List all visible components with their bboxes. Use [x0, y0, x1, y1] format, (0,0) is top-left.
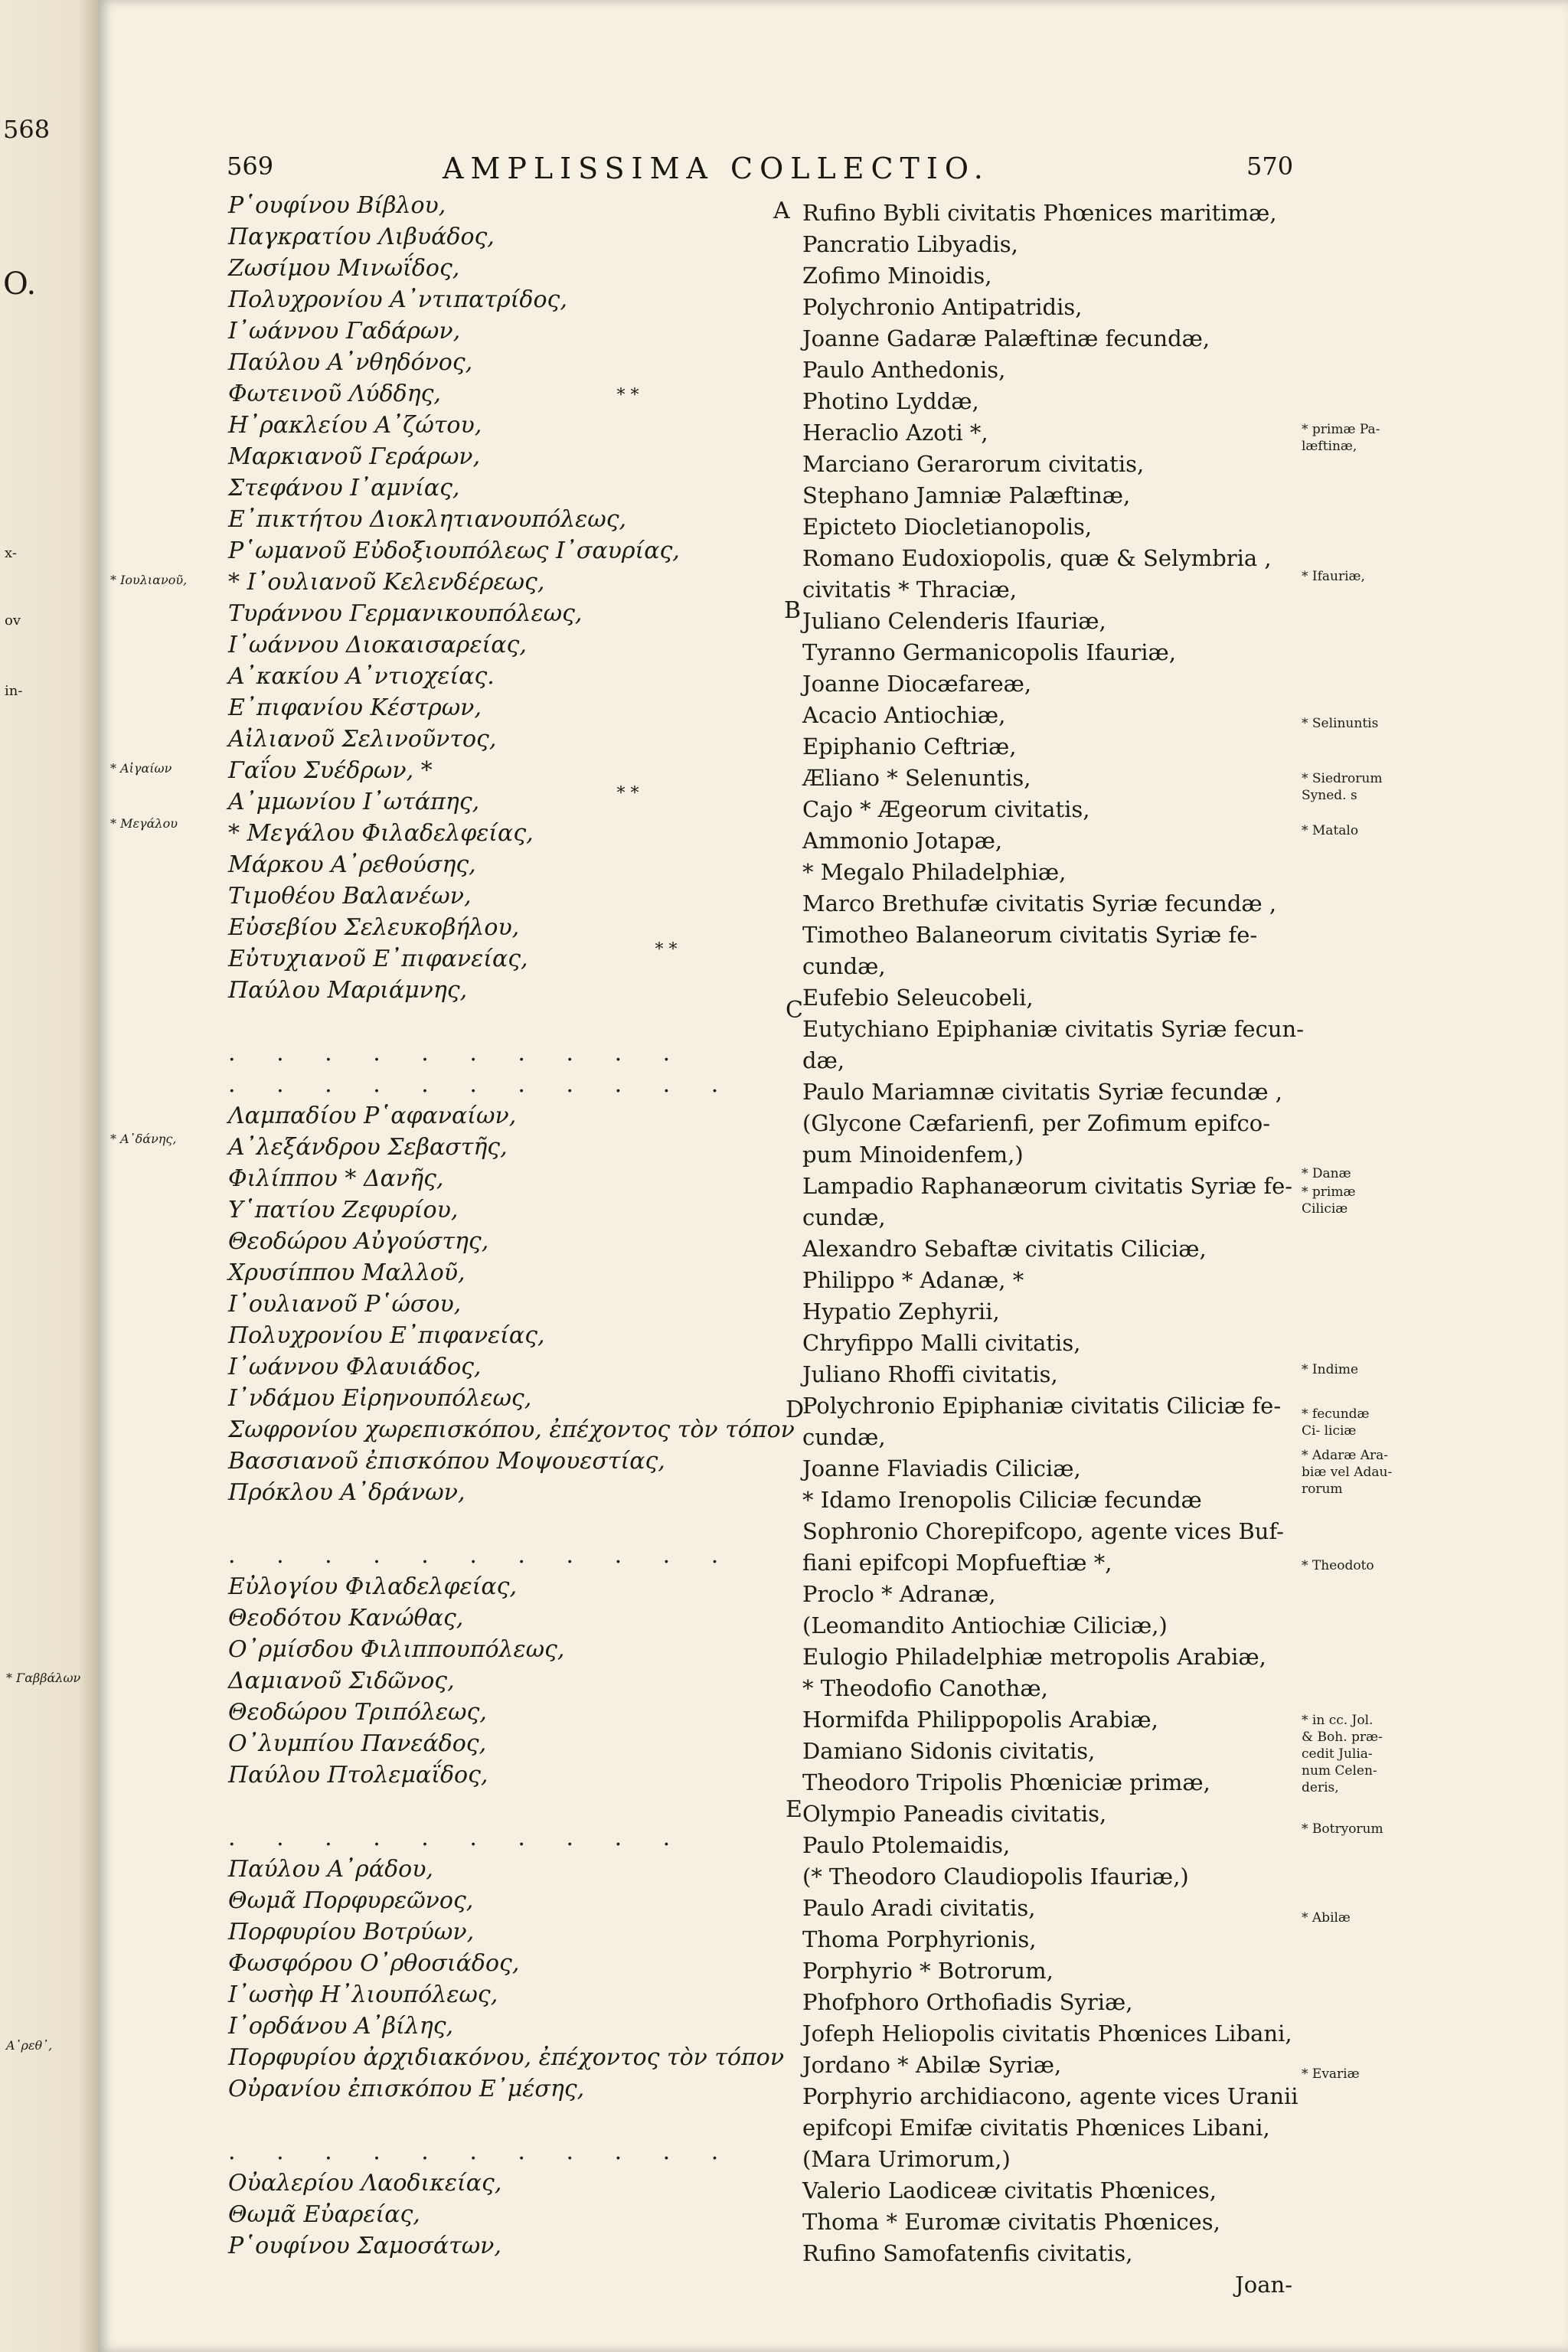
- latin-line: Phofphoro Orthofiadis Syriæ,: [802, 1989, 1133, 2015]
- latin-line: Jofeph Heliopolis civitatis Phœnices Libani,: [802, 2020, 1292, 2047]
- latin-line: (* Theodoro Claudiopolis Ifauriæ,): [802, 1864, 1189, 1890]
- greek-line: Ε᾿πιφανίου Κέστρων,: [228, 694, 482, 721]
- latin-line: Olympio Paneadis civitatis,: [802, 1801, 1107, 1827]
- section-marker: C: [786, 997, 803, 1024]
- greek-line: Γαΐου Συέδρων, *: [228, 757, 433, 784]
- latin-line: Epicteto Diocletianopolis,: [802, 514, 1093, 540]
- greek-line: Ε᾿πικτήτου Διοκλητιανουπόλεως,: [228, 506, 627, 533]
- greek-line: [228, 1508, 795, 1540]
- greek-line: Παύλου Α᾿νθηδόνος,: [228, 349, 473, 376]
- greek-line: Θεοδότου Κανώθας,: [228, 1605, 464, 1632]
- latin-line: Timotheo Balaneorum civitatis Syriæ fe-: [802, 922, 1258, 948]
- section-marker: B: [784, 597, 802, 624]
- latin-line: Valerio Laodiceæ civitatis Phœnices,: [802, 2177, 1217, 2203]
- latin-line: Philippo * Adanæ, *: [802, 1267, 1024, 1293]
- latin-line: Rufino Samofatenfis civitatis,: [802, 2240, 1133, 2266]
- greek-margin-note: * Μεγάλου: [110, 816, 178, 831]
- latin-line: Paulo Anthedonis,: [802, 357, 1006, 383]
- previous-page-edge: [0, 0, 98, 2352]
- greek-line: Υ῾πατίου Ζεφυρίου,: [228, 1197, 459, 1223]
- greek-line: Ρ῾ουφίνου Βίβλου,: [228, 192, 446, 219]
- ellipsis-row: . . . . . . . . . . .: [228, 2138, 736, 2165]
- greek-line: Παύλου Μαριάμνης,: [228, 977, 468, 1004]
- latin-line: (Leomandito Antiochiæ Ciliciæ,): [802, 1612, 1168, 1638]
- latin-line: Juliano Rhoffi civitatis,: [802, 1361, 1058, 1387]
- latin-line: civitatis * Thraciæ,: [802, 577, 1018, 603]
- greek-line: Παύλου Α᾿ράδου,: [228, 1856, 433, 1883]
- latin-line: Alexandro Sebaftæ civitatis Ciliciæ,: [802, 1236, 1207, 1262]
- greek-line: [228, 1006, 795, 1037]
- latin-margin-note: * Ifauriæ,: [1302, 569, 1365, 584]
- latin-margin-note: * Evariæ: [1302, 2066, 1360, 2082]
- latin-margin-note: * in cc. Jol. & Boh. præ- cedit Julia- num Celen- deris,: [1302, 1713, 1383, 1795]
- greek-line: Μαρκιανοῦ Γεράρων,: [228, 443, 481, 470]
- section-marker: E: [786, 1796, 802, 1823]
- asterisk-marks: * *: [616, 386, 639, 405]
- greek-line: Αἰλιανοῦ Σελινοῦντος,: [228, 726, 497, 753]
- greek-line: Φιλίππου * Δανῆς,: [228, 1165, 444, 1192]
- latin-line: Thoma Porphyrionis,: [802, 1926, 1037, 1952]
- latin-line: Heraclio Azoti *,: [802, 420, 988, 446]
- latin-margin-note: * Theodoto: [1302, 1558, 1374, 1573]
- greek-line: Θωμᾶ Εὐαρείας,: [228, 2201, 420, 2228]
- latin-line: Eutychiano Epiphaniæ civitatis Syriæ fecun-: [802, 1016, 1304, 1042]
- latin-line: Marco Brethufæ civitatis Syriæ fecundæ ,: [802, 890, 1277, 916]
- greek-line: Ζωσίμου Μινωΐδος,: [228, 255, 460, 282]
- greek-line: Ο᾿ρμίσδου Φιλιππουπόλεως,: [228, 1636, 565, 1663]
- ellipsis-row: . . . . . . . . . .: [228, 1824, 688, 1851]
- latin-line: Marciano Gerarorum civitatis,: [802, 451, 1145, 477]
- greek-line: Τιμοθέου Βαλανέων,: [228, 883, 472, 910]
- latin-column: [802, 198, 1338, 2301]
- greek-line: Ι᾿ωσὴφ Η᾿λιουπόλεως,: [228, 1981, 498, 2008]
- latin-margin-note: * Danæ: [1302, 1166, 1351, 1181]
- latin-line: Æliano * Selenuntis,: [802, 765, 1031, 791]
- latin-line: Chryfippo Malli civitatis,: [802, 1330, 1081, 1356]
- latin-line: cundæ,: [802, 953, 886, 979]
- latin-margin-note: * Siedrorum Syned. s: [1302, 771, 1383, 803]
- greek-line: Ι᾿ωάννου Διοκαισαρείας,: [228, 632, 527, 658]
- ellipsis-row: . . . . . . . . . . .: [228, 1071, 736, 1098]
- greek-line: Ι᾿νδάμου Εἰρηνουπόλεως,: [228, 1385, 532, 1412]
- latin-line: Hormifda Philippopolis Arabiæ,: [802, 1707, 1158, 1733]
- latin-line: Porphyrio archidiacono, agente vices Uranii: [802, 2083, 1298, 2109]
- latin-line: * Megalo Philadelphiæ,: [802, 859, 1067, 885]
- latin-line: Stephano Jamniæ Palæftinæ,: [802, 482, 1131, 508]
- latin-line: cundæ,: [802, 1424, 886, 1450]
- greek-line: Ι᾿ορδάνου Α᾿βίλης,: [228, 2013, 454, 2040]
- latin-line: Paulo Aradi civitatis,: [802, 1895, 1036, 1921]
- latin-line: cundæ,: [802, 1204, 886, 1230]
- greek-line: Α᾿κακίου Α᾿ντιοχείας.: [228, 663, 495, 690]
- greek-line: Τυράννου Γερμανικουπόλεως,: [228, 600, 583, 627]
- greek-line: Παύλου Πτολεμαΐδος,: [228, 1762, 488, 1788]
- latin-line: Joan-: [1235, 2272, 1292, 2298]
- latin-line: Juliano Celenderis Ifauriæ,: [802, 608, 1106, 634]
- greek-line: Ι᾿ουλιανοῦ Ρ῾ώσου,: [228, 1291, 462, 1318]
- latin-line: Lampadio Raphanæorum civitatis Syriæ fe-: [802, 1173, 1293, 1199]
- greek-line: Δαμιανοῦ Σιδῶνος,: [228, 1668, 455, 1694]
- latin-margin-note: * primæ Pa- læftinæ,: [1302, 422, 1380, 454]
- greek-line: Θωμᾶ Πορφυρεῶνος,: [228, 1887, 474, 1914]
- greek-line: Μάρκου Α᾿ρεθούσης,: [228, 851, 476, 878]
- greek-line: Ρ῾ουφίνου Σαμοσάτων,: [228, 2233, 501, 2259]
- greek-line: Πολυχρονίου Α᾿ντιπατρίδος,: [228, 286, 567, 313]
- latin-line: Porphyrio * Botrorum,: [802, 1958, 1054, 1984]
- latin-line: Joanne Flaviadis Ciliciæ,: [802, 1455, 1081, 1481]
- section-marker: A: [773, 198, 790, 224]
- greek-line: Πρόκλου Α᾿δράνων,: [228, 1479, 466, 1506]
- ellipsis-row: . . . . . . . . . . .: [228, 1542, 736, 1569]
- latin-line: Eufebio Seleucobeli,: [802, 985, 1034, 1011]
- asterisk-marks: * *: [655, 940, 678, 959]
- greek-line: Εὐσεβίου Σελευκοβήλου,: [228, 914, 520, 941]
- latin-line: * Idamo Irenopolis Ciliciæ fecundæ: [802, 1487, 1202, 1513]
- greek-line: * Μεγάλου Φιλαδελφείας,: [228, 820, 534, 847]
- greek-margin-note: * Α᾿δάνης,: [110, 1132, 177, 1146]
- greek-line: Α᾿μμωνίου Ι᾿ωτάπης,: [228, 789, 480, 815]
- latin-line: Zofimo Minoidis,: [802, 263, 992, 289]
- latin-line: Polychronio Epiphaniæ civitatis Ciliciæ fe-: [802, 1393, 1282, 1419]
- latin-line: dæ,: [802, 1047, 845, 1073]
- greek-line: Χρυσίππου Μαλλοῦ,: [228, 1259, 466, 1286]
- greek-line: Ο᾿λυμπίου Πανεάδος,: [228, 1730, 487, 1757]
- greek-line: Οὐρανίου ἐπισκόπου Ε᾿μέσης,: [228, 2076, 585, 2102]
- greek-line: Πολυχρονίου Ε᾿πιφανείας,: [228, 1322, 545, 1349]
- latin-line: epifcopi Emifæ civitatis Phœnices Libani,: [802, 2115, 1270, 2141]
- asterisk-marks: * *: [616, 784, 639, 803]
- greek-margin-note: * Γαββάλων: [6, 1671, 81, 1685]
- latin-line: Romano Eudoxiopolis, quæ & Selymbria ,: [802, 545, 1272, 571]
- latin-line: (Glycone Cæfarienfi, per Zofimum epifco-: [802, 1110, 1271, 1136]
- latin-line: Epiphanio Ceftriæ,: [802, 733, 1017, 760]
- latin-line: Eulogio Philadelphiæ metropolis Arabiæ,: [802, 1644, 1266, 1670]
- latin-line: Theodoro Tripolis Phœniciæ primæ,: [802, 1769, 1210, 1795]
- previous-page-fragment: O.: [3, 266, 37, 302]
- latin-line: Pancratio Libyadis,: [802, 231, 1018, 257]
- latin-line: Joanne Gadaræ Palæftinæ fecundæ,: [802, 325, 1210, 351]
- greek-line: Λαμπαδίου Ρ῾αφαναίων,: [228, 1102, 517, 1129]
- latin-line: Sophronio Chorepifcopo, agente vices Buf-: [802, 1518, 1284, 1544]
- latin-line: Ammonio Jotapæ,: [802, 828, 1003, 854]
- latin-margin-note: * fecundæ Ci- liciæ: [1302, 1406, 1370, 1439]
- greek-line: Εὐτυχιανοῦ Ε᾿πιφανείας,: [228, 946, 528, 972]
- latin-line: Thoma * Euromæ civitatis Phœnices,: [802, 2209, 1220, 2235]
- greek-line: Α᾿λεξάνδρου Σεβαστῆς,: [228, 1134, 508, 1161]
- latin-line: Joanne Diocæfareæ,: [802, 671, 1032, 697]
- greek-line: [228, 2105, 795, 2136]
- latin-line: (Mara Urimorum,): [802, 2146, 1011, 2172]
- greek-margin-note: * Ιουλιανοῦ,: [110, 573, 188, 587]
- latin-margin-note: * Matalo: [1302, 823, 1359, 838]
- latin-line: Acacio Antiochiæ,: [802, 702, 1006, 728]
- latin-line: * Theodofio Canothæ,: [802, 1675, 1048, 1701]
- greek-margin-note: * Αἰγαίων: [110, 761, 172, 776]
- latin-margin-note: * Selinuntis: [1302, 716, 1379, 731]
- latin-line: Paulo Ptolemaidis,: [802, 1832, 1011, 1858]
- greek-line: Θεοδώρου Αὐγούστης,: [228, 1228, 489, 1255]
- latin-line: Damiano Sidonis civitatis,: [802, 1738, 1096, 1764]
- latin-line: Proclo * Adranæ,: [802, 1581, 996, 1607]
- latin-line: Polychronio Antipatridis,: [802, 294, 1083, 320]
- latin-margin-note: * primæ Ciliciæ: [1302, 1184, 1356, 1217]
- page-number-left: 569: [227, 152, 274, 181]
- greek-line: Φωτεινοῦ Λύδδης,: [228, 381, 441, 407]
- latin-line: Photino Lyddæ,: [802, 388, 979, 414]
- greek-line: Πορφυρίου ἀρχιδιακόνου, ἐπέχοντος τὸν τόπον: [228, 2044, 785, 2071]
- greek-line: Πορφυρίου Βοτρύων,: [228, 1919, 475, 1945]
- greek-line: Ι᾿ωάννου Φλαυιάδος,: [228, 1354, 482, 1380]
- greek-column: [228, 190, 795, 2262]
- greek-line: Στεφάνου Ι᾿αμνίας,: [228, 475, 460, 501]
- previous-page-mark: in-: [5, 683, 23, 699]
- greek-line: Σωφρονίου χωρεπισκόπου, ἐπέχοντος τὸν τόπον: [228, 1416, 795, 1443]
- latin-margin-note: * Abilæ: [1302, 1910, 1351, 1926]
- latin-line: Jordano * Abilæ Syriæ,: [802, 2052, 1062, 2078]
- greek-line: Θεοδώρου Τριπόλεως,: [228, 1699, 487, 1726]
- running-title: AMPLISSIMA COLLECTIO.: [443, 152, 990, 185]
- latin-line: Rufino Bybli civitatis Phœnices maritimæ,: [802, 200, 1277, 226]
- latin-line: Paulo Mariamnæ civitatis Syriæ fecundæ ,: [802, 1079, 1282, 1105]
- latin-margin-note: * Adaræ Ara- biæ vel Adau- rorum: [1302, 1448, 1393, 1497]
- greek-line: Παγκρατίου Λιβυάδος,: [228, 224, 495, 250]
- latin-margin-note: * Botryorum: [1302, 1821, 1383, 1837]
- latin-line: Hypatio Zephyrii,: [802, 1298, 1000, 1325]
- greek-line: Ι᾿ωάννου Γαδάρων,: [228, 318, 461, 345]
- greek-line: Φωσφόρου Ο᾿ρθοσιάδος,: [228, 1950, 520, 1977]
- latin-line: pum Minoidenfem,): [802, 1142, 1024, 1168]
- previous-page-mark: x-: [5, 545, 17, 561]
- greek-line: Ρ῾ωμανοῦ Εὐδοξιουπόλεως Ι᾿σαυρίας,: [228, 537, 680, 564]
- greek-line: Η᾿ρακλείου Α᾿ζώτου,: [228, 412, 482, 439]
- latin-margin-note: * Indime: [1302, 1362, 1359, 1377]
- page-number-right: 570: [1246, 152, 1294, 181]
- latin-line: Cajo * Ægeorum civitatis,: [802, 796, 1090, 822]
- latin-line: fiani epifcopi Mopfueftiæ *,: [802, 1550, 1112, 1576]
- greek-line: * Ι᾿ουλιανοῦ Κελενδέρεως,: [228, 569, 545, 596]
- ellipsis-row: . . . . . . . . . .: [228, 1040, 688, 1067]
- greek-margin-note: Α᾿ρεθ᾿,: [6, 2038, 53, 2053]
- greek-line: Βασσιανοῦ ἐπισκόπου Μοψουεστίας,: [228, 1448, 665, 1475]
- greek-line: [228, 1791, 795, 1822]
- previous-page-mark: ov: [5, 612, 21, 629]
- previous-page-number: 568: [3, 115, 51, 144]
- section-marker: D: [786, 1396, 805, 1423]
- greek-line: Οὐαλερίου Λαοδικείας,: [228, 2170, 502, 2197]
- latin-line: Tyranno Germanicopolis Ifauriæ,: [802, 639, 1176, 665]
- greek-line: Εὐλογίου Φιλαδελφείας,: [228, 1573, 518, 1600]
